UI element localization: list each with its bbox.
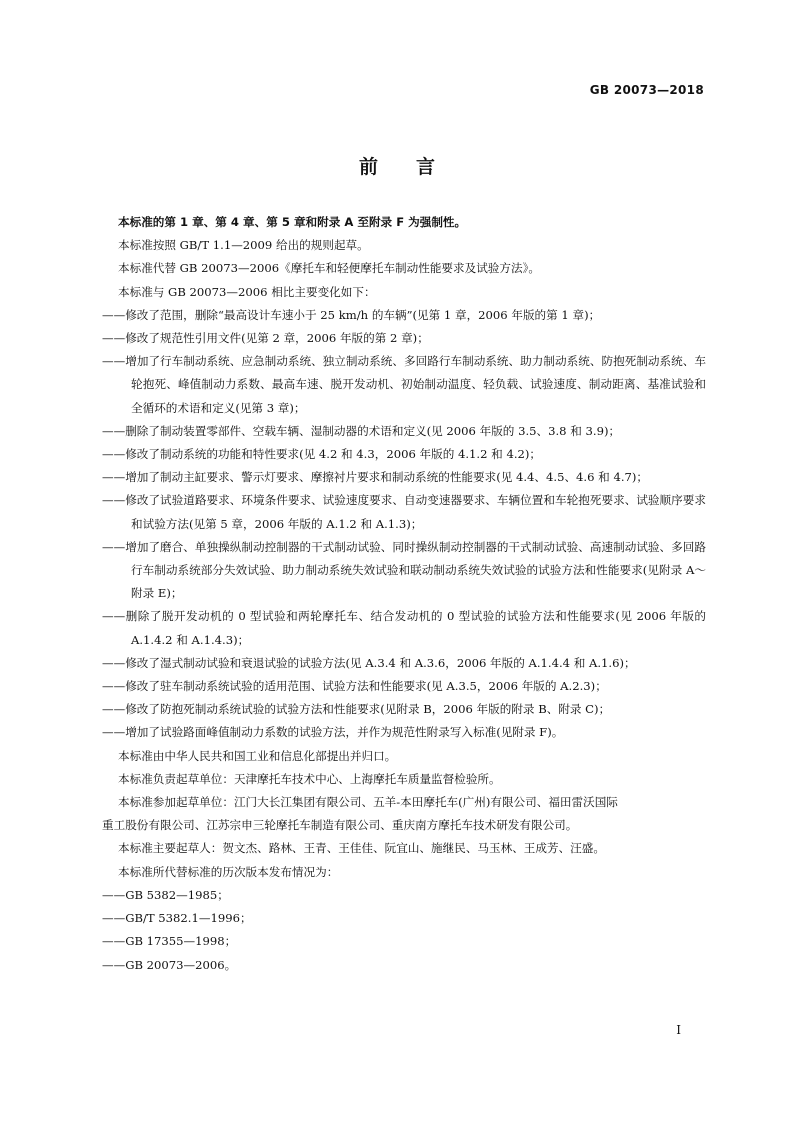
change-item: ——修改了规范性引用文件(见第 2 章，2006 年版的第 2 章)；: [102, 331, 429, 346]
page-title: 前言: [358, 156, 473, 178]
participating-drafters-line2: 重工股份有限公司、江苏宗申三轮摩托车制造有限公司、重庆南方摩托车技术研发有限公司。: [102, 818, 578, 833]
change-item: ——删除了制动装置零部件、空载车辆、湿制动器的术语和定义(见 2006 年版的 3.5、3.8 和 3.9)；: [102, 423, 621, 438]
replacement-paragraph: 本标准代替 GB 20073—2006《摩托车和轻便摩托车制动性能要求及试验方法》。: [118, 261, 540, 276]
standard-code: GB 20073—2018: [589, 83, 704, 97]
change-item: ——增加了磨合、单独操纵制动控制器的干式制动试验、同时操纵制动控制器的干式制动试验、高速制动试验、多回路行车制动系统部分失效试验、助力制动系统失效试验和联动制动系统失效试验的试验方法和性能要求(见附录 A～附录 E)；: [102, 539, 706, 601]
change-item: ——修改了湿式制动试验和衰退试验的试验方法(见 A.3.4 和 A.3.6，2006 年版的 A.1.4.4 和 A.1.6)；: [102, 655, 636, 670]
main-drafters-paragraph: 本标准主要起草人：贺文杰、路林、王青、王佳佳、阮宜山、施继民、马玉林、王成芳、汪盛。: [118, 841, 605, 856]
change-item: ——修改了范围，删除“最高设计车速小于 25 km/h 的车辆”(见第 1 章，2006 年版的第 1 章)；: [102, 307, 601, 322]
change-item: ——增加了行车制动系统、应急制动系统、独立制动系统、多回路行车制动系统、助力制动系统、防抱死制动系统、车轮抱死、峰值制动力系数、最高车速、脱开发动机、初始制动温度、轻负载、试验速度、制动距离、基准试验和全循环的术语和定义(见第 3 章)；: [102, 354, 706, 415]
history-item: ——GB 20073—2006。: [102, 957, 237, 972]
drafting-rules-paragraph: 本标准按照 GB/T 1.1—2009 给出的规则起草。: [118, 238, 369, 253]
history-item: ——GB 5382—1985；: [102, 887, 229, 902]
change-item: ——修改了驻车制动系统试验的适用范围、试验方法和性能要求(见 A.3.5，2006 年版的 A.2.3)；: [102, 679, 607, 694]
foreword-body: [102, 211, 706, 977]
history-item: ——GB/T 5382.1—1996；: [102, 911, 252, 926]
change-item: ——修改了试验道路要求、环境条件要求、试验速度要求、自动变速器要求、车辆位置和车轮抱死要求、试验顺序要求和试验方法(见第 5 章，2006 年版的 A.1.2 和 A.1.3)；: [102, 493, 706, 531]
change-item: ——修改了制动系统的功能和特性要求(见 4.2 和 4.3，2006 年版的 4.1.2 和 4.2)；: [102, 447, 542, 462]
changes-list: [102, 304, 706, 745]
mandatory-statement: 本标准的第 1 章、第 4 章、第 5 章和附录 A 至附录 F 为强制性。: [118, 215, 467, 229]
responsible-drafters-paragraph: 本标准负责起草单位：天津摩托车技术中心、上海摩托车质量监督检验所。: [118, 771, 501, 786]
history-list: [102, 884, 706, 977]
participating-drafters-line1: 本标准参加起草单位：江门大长江集团有限公司、五羊-本田摩托车(广州)有限公司、福田雷沃国际: [118, 795, 618, 810]
change-item: ——增加了试验路面峰值制动力系数的试验方法，并作为规范性附录写入标准(见附录 F)。: [102, 725, 564, 740]
proposer-paragraph: 本标准由中华人民共和国工业和信息化部提出并归口。: [118, 748, 397, 763]
history-intro: 本标准所代替标准的历次版本发布情况为：: [118, 864, 339, 879]
changes-intro: 本标准与 GB 20073—2006 相比主要变化如下：: [118, 284, 376, 299]
history-item: ——GB 17355—1998；: [102, 934, 237, 949]
change-item: ——修改了防抱死制动系统试验的试验方法和性能要求(见附录 B，2006 年版的附录 B、附录 C)；: [102, 702, 611, 717]
change-item: ——增加了制动主缸要求、警示灯要求、摩擦衬片要求和制动系统的性能要求(见 4.4、4.5、4.6 和 4.7)；: [102, 470, 649, 485]
page-number: I: [676, 1023, 681, 1037]
change-item: ——删除了脱开发动机的 0 型试验和两轮摩托车、结合发动机的 0 型试验的试验方法和性能要求(见 2006 年版的 A.1.4.2 和 A.1.4.3)；: [102, 609, 706, 647]
